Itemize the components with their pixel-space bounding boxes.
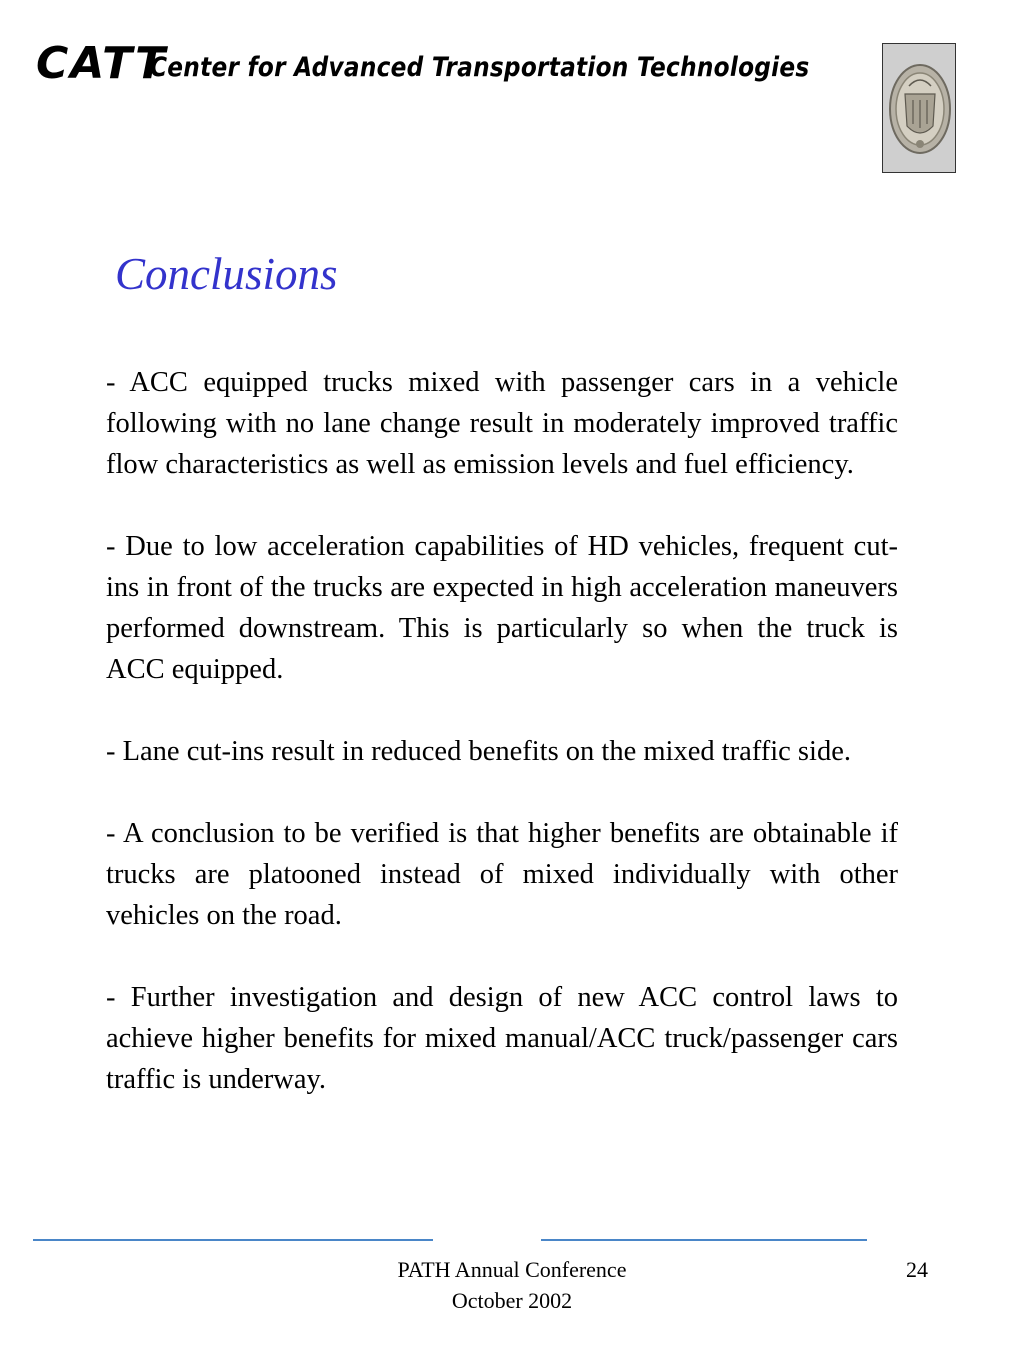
conference-date: October 2002 bbox=[451, 1288, 573, 1313]
footer-conference-info bbox=[0, 1254, 1024, 1316]
conclusion-item: - A conclusion to be verified is that higher benefits are obtainable if trucks are platooned instead of mixed individually with other vehicles on the road. bbox=[106, 818, 898, 931]
footer-divider-left bbox=[33, 1239, 433, 1241]
conclusion-item: - Further investigation and design of new ACC control laws to achieve higher benefits for mixed manual/ACC truck/passenger cars traffic is underway. bbox=[106, 982, 898, 1095]
page-number: 24 bbox=[906, 1257, 928, 1282]
university-seal-icon bbox=[882, 43, 956, 173]
organization-name: Center for Advanced Transportation Technologies bbox=[150, 52, 810, 83]
conference-name: PATH Annual Conference bbox=[397, 1257, 627, 1282]
conclusion-item: - ACC equipped trucks mixed with passenger cars in a vehicle following with no lane change result in moderately improved traffic flow characteristics as well as emission levels and fuel efficiency. bbox=[106, 367, 898, 480]
footer-divider-right bbox=[541, 1239, 867, 1241]
catt-logo: CATT bbox=[36, 38, 168, 89]
conclusion-item: - Lane cut-ins result in reduced benefits on the mixed traffic side. bbox=[106, 736, 851, 767]
conclusions-list bbox=[106, 362, 898, 1141]
conclusion-item: - Due to low acceleration capabilities of HD vehicles, frequent cut-ins in front of the trucks are expected in high acceleration maneuvers performed downstream. This is particularly so when the truck is ACC equipped. bbox=[106, 531, 898, 685]
slide-title: Conclusions bbox=[115, 249, 338, 299]
